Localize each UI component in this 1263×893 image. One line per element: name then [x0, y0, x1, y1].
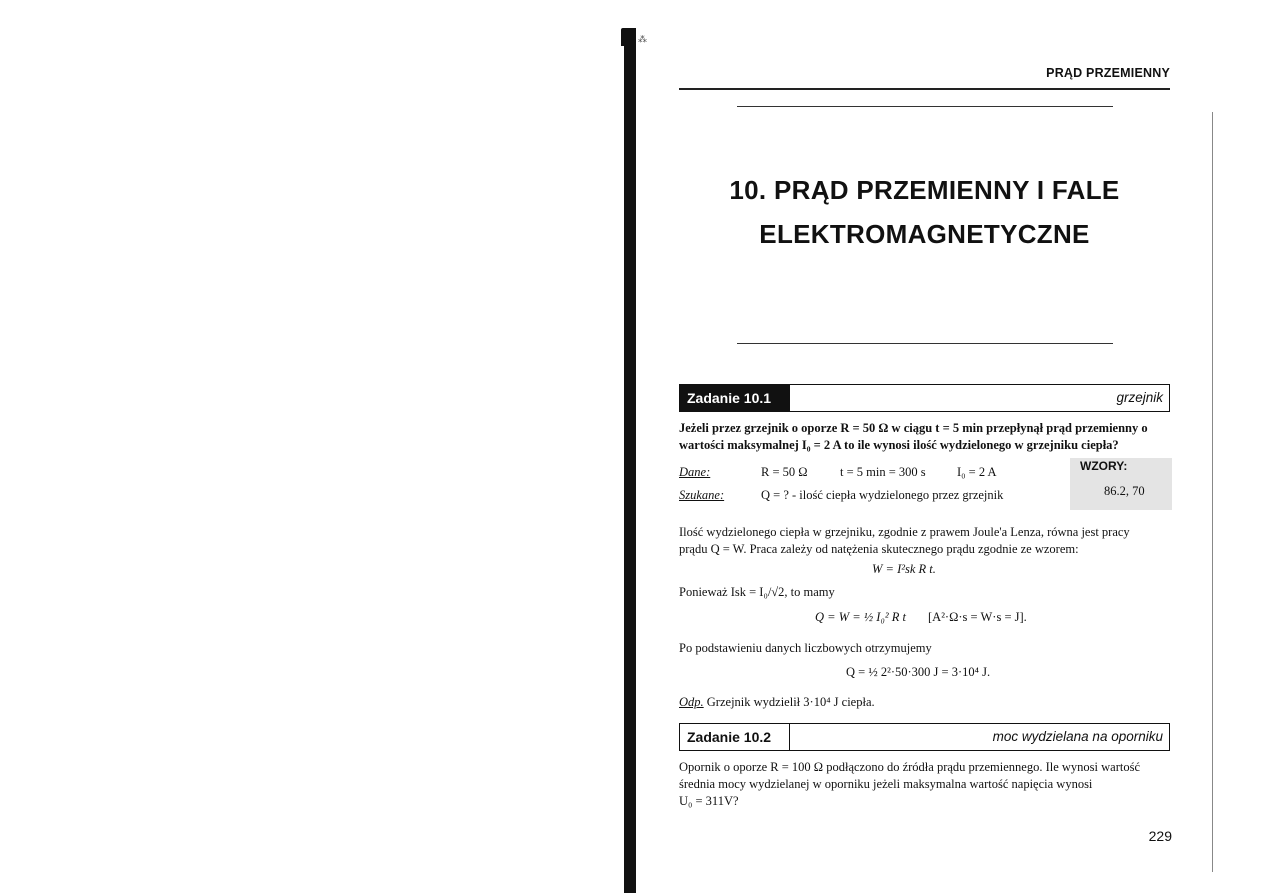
- solution-line-2: prądu Q = W. Praca zależy od natężenia skutecznego prądu zgodnie ze wzorem:: [679, 542, 1079, 556]
- binding-spine: [624, 28, 636, 893]
- task-10-1-question: [679, 420, 1172, 454]
- given-R: R = 50 Ω: [761, 465, 808, 479]
- chapter-title-line2: ELEKTROMAGNETYCZNE: [759, 219, 1090, 249]
- equation-units: [A²·Ω·s = W·s = J].: [928, 610, 1027, 624]
- wzory-label: WZORY:: [1080, 459, 1128, 473]
- equation-heat: Q = W = ½ I₀² R t: [815, 610, 906, 624]
- answer-line: [679, 695, 875, 710]
- task-10-1-label: Zadanie 10.1: [680, 385, 790, 411]
- given-I: I₀ = 2 A: [957, 465, 997, 479]
- running-header: PRĄD PRZEMIENNY: [1046, 66, 1170, 80]
- chapter-title-line1: 10. PRĄD PRZEMIENNY I FALE: [729, 175, 1120, 205]
- substitution-line: Po podstawieniu danych liczbowych otrzymujemy: [679, 641, 932, 655]
- answer-label: Odp.: [679, 695, 704, 709]
- header-rule: [679, 88, 1170, 90]
- equation-work: W = I²sk R t.: [872, 562, 936, 576]
- task-10-1-topic: grzejnik: [1116, 390, 1163, 405]
- title-rule-top: [737, 106, 1113, 107]
- solution-paragraph: [679, 524, 1172, 558]
- question-line-1: Jeżeli przez grzejnik o oporze R = 50 Ω w ciągu t = 5 min przepłynął prąd przemienny o: [679, 421, 1148, 435]
- sought-value: Q = ? - ilość ciepła wydzielonego przez grzejnik: [761, 488, 1004, 502]
- title-rule-bottom: [737, 343, 1113, 344]
- equation-result: Q = ½ 2²·50·300 J = 3·10⁴ J.: [846, 665, 991, 679]
- given-t: t = 5 min = 300 s: [840, 465, 926, 479]
- page-right-edge: [1212, 112, 1213, 872]
- task-10-1-header: [679, 384, 1170, 412]
- since-line: Ponieważ Isk = I₀/√2, to mamy: [679, 585, 835, 599]
- task-10-2-header: [679, 723, 1170, 751]
- wzory-value: 86.2, 70: [1104, 484, 1145, 498]
- answer-text: Grzejnik wydzielił 3·10⁴ J ciepła.: [706, 695, 875, 709]
- given-label: Dane:: [679, 465, 711, 479]
- spine-mark: ⁂: [638, 34, 647, 44]
- task-10-2-topic: moc wydzielana na oporniku: [992, 729, 1163, 744]
- task2-line-3: U₀ = 311V?: [679, 794, 739, 808]
- task-10-2-label: Zadanie 10.2: [680, 724, 790, 750]
- task-10-2-text: [679, 759, 1172, 810]
- sought-label: Szukane:: [679, 488, 725, 502]
- chapter-title: [679, 168, 1170, 256]
- task2-line-2: średnia mocy wydzielanej w oporniku jeżeli maksymalna wartość napięcia wynosi: [679, 777, 1093, 791]
- question-line-2: wartości maksymalnej I₀ = 2 A to ile wynosi ilość wydzielonego w grzejniku ciepła?: [679, 438, 1119, 452]
- page-number: 229: [1148, 828, 1172, 844]
- solution-line-1: Ilość wydzielonego ciepła w grzejniku, zgodnie z prawem Joule'a Lenza, równa jest pracy: [679, 525, 1130, 539]
- task2-line-1: Opornik o oporze R = 100 Ω podłączono do źródła prądu przemiennego. Ile wynosi wartość: [679, 760, 1141, 774]
